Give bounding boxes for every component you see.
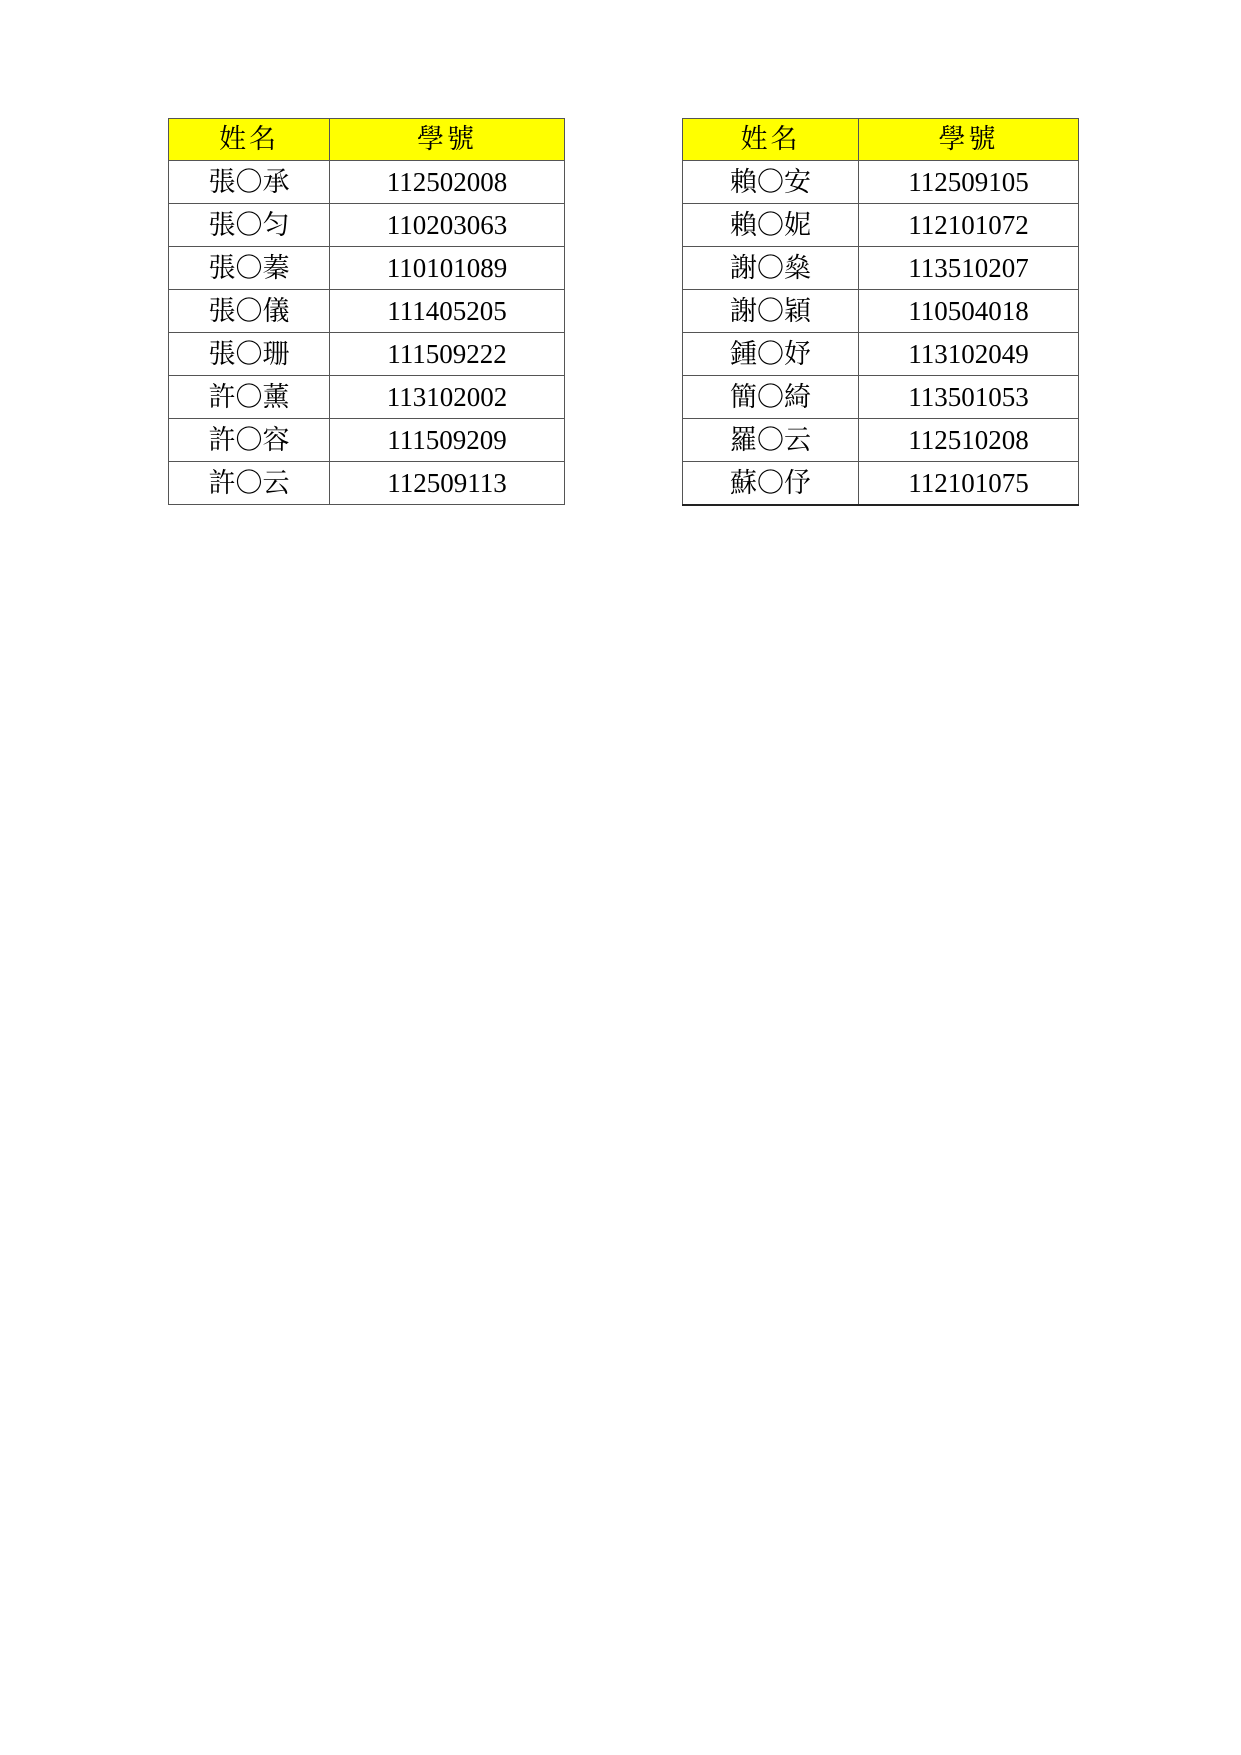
table-row bbox=[169, 462, 565, 505]
header-student-id: 學號 bbox=[330, 119, 565, 161]
student-name: 張〇承 bbox=[169, 161, 330, 204]
student-name: 謝〇穎 bbox=[683, 290, 859, 333]
student-id: 112502008 bbox=[330, 161, 565, 204]
student-name: 羅〇云 bbox=[683, 419, 859, 462]
student-table-right bbox=[682, 118, 1079, 506]
table-header-row bbox=[683, 119, 1079, 161]
table-row bbox=[169, 204, 565, 247]
student-name: 許〇容 bbox=[169, 419, 330, 462]
table-header-row bbox=[169, 119, 565, 161]
student-name: 張〇珊 bbox=[169, 333, 330, 376]
student-id: 112101075 bbox=[859, 462, 1079, 506]
table-row bbox=[683, 161, 1079, 204]
student-id: 113501053 bbox=[859, 376, 1079, 419]
student-id: 112509113 bbox=[330, 462, 565, 505]
table-row bbox=[683, 290, 1079, 333]
student-id: 112101072 bbox=[859, 204, 1079, 247]
student-name: 蘇〇伃 bbox=[683, 462, 859, 506]
student-id: 111509209 bbox=[330, 419, 565, 462]
student-id: 111405205 bbox=[330, 290, 565, 333]
table-row bbox=[169, 161, 565, 204]
table-row bbox=[683, 419, 1079, 462]
table-row bbox=[169, 333, 565, 376]
student-id: 110504018 bbox=[859, 290, 1079, 333]
student-name: 賴〇妮 bbox=[683, 204, 859, 247]
table-row bbox=[683, 376, 1079, 419]
student-name: 張〇儀 bbox=[169, 290, 330, 333]
student-id: 113102002 bbox=[330, 376, 565, 419]
table-row bbox=[169, 290, 565, 333]
header-name: 姓名 bbox=[683, 119, 859, 161]
student-name: 賴〇安 bbox=[683, 161, 859, 204]
student-id: 110203063 bbox=[330, 204, 565, 247]
header-name: 姓名 bbox=[169, 119, 330, 161]
header-student-id: 學號 bbox=[859, 119, 1079, 161]
student-name: 許〇薰 bbox=[169, 376, 330, 419]
student-id: 112509105 bbox=[859, 161, 1079, 204]
student-id: 111509222 bbox=[330, 333, 565, 376]
table-row bbox=[683, 247, 1079, 290]
student-table-left bbox=[168, 118, 565, 505]
table-row bbox=[169, 419, 565, 462]
student-id: 112510208 bbox=[859, 419, 1079, 462]
table-row bbox=[683, 204, 1079, 247]
student-name: 張〇蓁 bbox=[169, 247, 330, 290]
student-name: 張〇匀 bbox=[169, 204, 330, 247]
table-row bbox=[169, 376, 565, 419]
student-name: 謝〇燊 bbox=[683, 247, 859, 290]
student-name: 簡〇綺 bbox=[683, 376, 859, 419]
student-name: 鍾〇妤 bbox=[683, 333, 859, 376]
student-id: 113102049 bbox=[859, 333, 1079, 376]
student-id: 110101089 bbox=[330, 247, 565, 290]
table-row bbox=[683, 462, 1079, 506]
student-id: 113510207 bbox=[859, 247, 1079, 290]
student-name: 許〇云 bbox=[169, 462, 330, 505]
table-row bbox=[683, 333, 1079, 376]
table-row bbox=[169, 247, 565, 290]
